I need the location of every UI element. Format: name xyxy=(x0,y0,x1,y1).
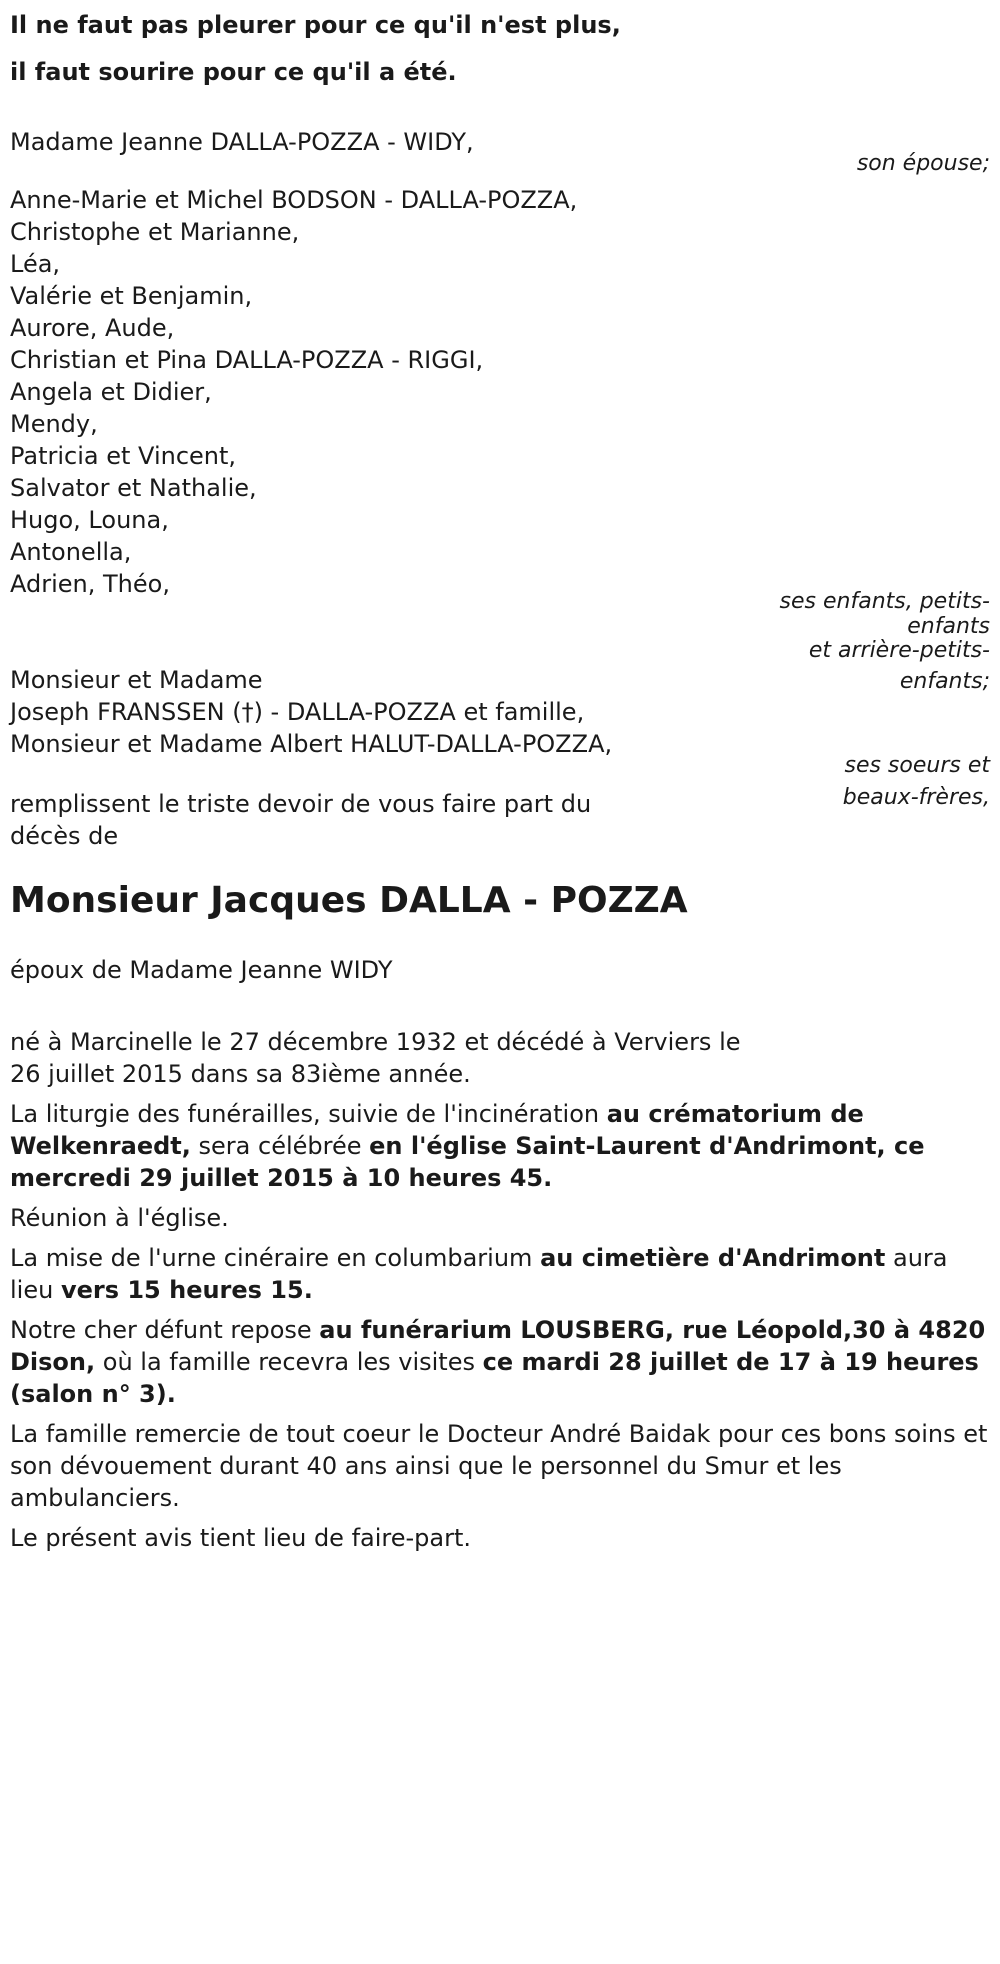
list-item: Aurore, Aude, xyxy=(10,314,175,342)
urn-time: vers 15 heures 15. xyxy=(60,1276,313,1304)
siblings-names xyxy=(10,664,612,760)
birth-death: né à Marcinelle le 27 décembre 1932 et décédé à Verviers le 26 juillet 2015 dans sa 83ième année. xyxy=(10,1028,741,1088)
closing: Le présent avis tient lieu de faire-part. xyxy=(10,1524,472,1552)
urn-paragraph xyxy=(10,1242,990,1306)
rest-visits: ce mardi 28 juillet de 17 à 19 heures (salon n° 3). xyxy=(10,1348,979,1408)
list-item: Hugo, Louna, xyxy=(10,506,169,534)
obituary-notice xyxy=(10,0,990,1554)
siblings-role xyxy=(843,750,990,814)
rest-funerarium: au funérarium LOUSBERG, rue Léopold,30 à 4820 Dison, xyxy=(10,1316,986,1376)
list-item: Monsieur et Madame xyxy=(10,666,263,694)
children-names xyxy=(10,184,577,600)
spouse-role: son épouse; xyxy=(856,151,990,176)
children-role-line-2: enfants xyxy=(907,614,990,639)
list-item: Monsieur et Madame Albert HALUT-DALLA-POZZA, xyxy=(10,730,613,758)
list-item: Patricia et Vincent, xyxy=(10,442,237,470)
liturgy-text-1: La liturgie des funérailles, suivie de l'incinération xyxy=(10,1100,607,1128)
list-item: Valérie et Benjamin, xyxy=(10,282,253,310)
list-item: Anne-Marie et Michel BODSON - DALLA-POZZA, xyxy=(10,186,578,214)
urn-text-1: La mise de l'urne cinéraire en columbarium xyxy=(10,1244,541,1272)
siblings-role-line-1: ses soeurs et xyxy=(844,753,990,778)
thanks: La famille remercie de tout coeur le Docteur André Baidak pour ces bons soins et son dévouement durant 40 ans ainsi que le personnel du Smur et les ambulanciers. xyxy=(10,1420,988,1512)
announcement-line-2: décès de xyxy=(10,822,119,850)
siblings-role-line-2: beaux-frères, xyxy=(842,785,990,810)
list-item: Léa, xyxy=(10,250,61,278)
list-item: Antonella, xyxy=(10,538,132,566)
spouse-name: Madame Jeanne DALLA-POZZA - WIDY, xyxy=(10,128,474,156)
deceased-name: Monsieur Jacques DALLA - POZZA xyxy=(10,880,688,921)
list-item: Salvator et Nathalie, xyxy=(10,474,257,502)
rest-paragraph xyxy=(10,1314,990,1410)
epigraph-line-2: il faut sourire pour ce qu'il a été. xyxy=(10,58,457,86)
urn-cemetery: au cimetière d'Andrimont xyxy=(540,1244,886,1272)
spouse-block xyxy=(10,126,990,184)
urn-text-2: aura lieu xyxy=(10,1244,948,1304)
list-item: Joseph FRANSSEN (†) - DALLA-POZZA et famille, xyxy=(10,698,585,726)
liturgy-crematorium: au crématorium de Welkenraedt, xyxy=(10,1100,864,1160)
deceased-spouse-line: époux de Madame Jeanne WIDY xyxy=(10,956,393,984)
meeting: Réunion à l'église. xyxy=(10,1204,229,1232)
children-role-line-4: enfants; xyxy=(899,669,990,694)
epigraph-line-1: Il ne faut pas pleurer pour ce qu'il n'est plus, xyxy=(10,11,621,39)
list-item: Angela et Didier, xyxy=(10,378,212,406)
list-item: Mendy, xyxy=(10,410,98,438)
liturgy-church-datetime: en l'église Saint-Laurent d'Andrimont, ce mercredi 29 juillet 2015 à 10 heures 45. xyxy=(10,1132,925,1192)
rest-text-1: Notre cher défunt repose xyxy=(10,1316,320,1344)
rest-text-2: où la famille recevra les visites xyxy=(95,1348,483,1376)
announcement-line-1: remplissent le triste devoir de vous faire part du xyxy=(10,790,592,818)
children-role-line-3: et arrière-petits- xyxy=(808,638,990,663)
children-role-line-1: ses enfants, petits- xyxy=(779,589,990,614)
epigraph xyxy=(10,2,990,96)
liturgy-text-2: sera célébrée xyxy=(190,1132,370,1160)
list-item: Christian et Pina DALLA-POZZA - RIGGI, xyxy=(10,346,484,374)
liturgy-paragraph xyxy=(10,1098,990,1194)
list-item: Christophe et Marianne, xyxy=(10,218,300,246)
list-item: Adrien, Théo, xyxy=(10,570,170,598)
